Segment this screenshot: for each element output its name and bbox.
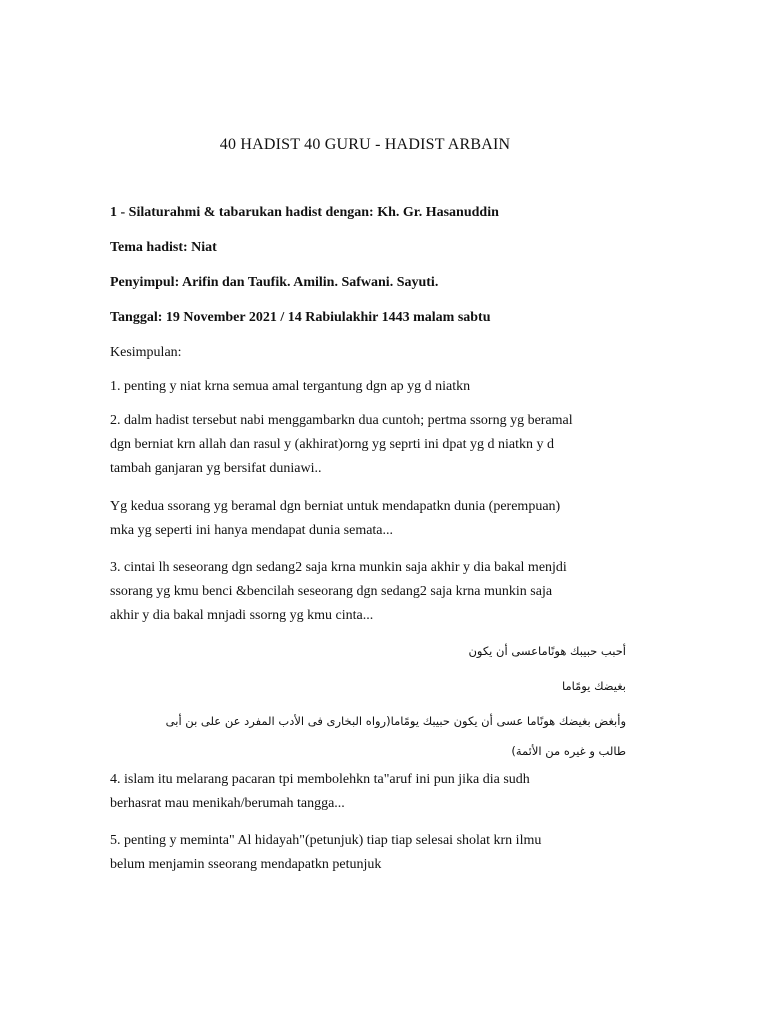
point-5-line: 5. penting y meminta" Al hidayah"(petunjuk) tiap tiap selesai sholat krn ilmu bbox=[110, 833, 542, 848]
point-2-line: tambah ganjaran yg bersifat duniawi.. bbox=[110, 461, 322, 476]
point-2-line: 2. dalm hadist tersebut nabi menggambarkn dua cuntoh; pertma ssorng yg beramal bbox=[110, 413, 573, 428]
point-4 bbox=[110, 768, 640, 816]
point-3-line: akhir y dia bakal mnjadi ssorng yg kmu cinta... bbox=[110, 608, 374, 623]
point-1: 1. penting y niat krna semua amal tergantung dgn ap yg d niatkn bbox=[110, 379, 471, 394]
penyimpul-line: Penyimpul: Arifin dan Taufik. Amilin. Safwani. Sayuti. bbox=[110, 275, 439, 290]
point-2b-line: Yg kedua ssorang yg beramal dgn berniat untuk mendapatkn dunia (perempuan) bbox=[110, 499, 561, 514]
point-2 bbox=[110, 409, 640, 481]
arabic-quote-1: أحبب حبيبك هونًاماعسى أن يكون bbox=[468, 644, 626, 658]
point-5 bbox=[110, 829, 640, 877]
arabic-quote-3-line: وأبغض بغيضك هونًاما عسى أن يكون حبيبك يومًاما(رواه البخارى فى الأدب المفرد عن على بن أبى bbox=[165, 714, 626, 728]
document-title: 40 HADIST 40 GURU - HADIST ARBAIN bbox=[219, 136, 511, 153]
point-4-line: 4. islam itu melarang pacaran tpi membolehkn ta"aruf ini pun jika dia sudh bbox=[110, 772, 530, 787]
silaturahmi-line: 1 - Silaturahmi & tabarukan hadist dengan: Kh. Gr. Hasanuddin bbox=[110, 205, 499, 220]
point-2b bbox=[110, 495, 640, 543]
kesimpulan-label: Kesimpulan: bbox=[110, 345, 182, 360]
arabic-quote-2: بغيضك يومًاما bbox=[561, 679, 626, 693]
point-5-line: belum menjamin sseorang mendapatkn petunjuk bbox=[110, 857, 382, 872]
arabic-quote-3 bbox=[86, 706, 626, 766]
point-3-line: ssorang yg kmu benci &bencilah seseorang dgn sedang2 saja krna munkin saja bbox=[110, 584, 553, 599]
arabic-quote-3-line: طالب و غيره من الأئمة) bbox=[511, 744, 626, 758]
point-2-line: dgn berniat krn allah dan rasul y (akhirat)orng yg seprti ini dpat yg d niatkn y d bbox=[110, 437, 555, 452]
point-3 bbox=[110, 556, 640, 628]
point-4-line: berhasrat mau menikah/berumah tangga... bbox=[110, 796, 345, 811]
tema-line: Tema hadist: Niat bbox=[110, 240, 217, 255]
point-2b-line: mka yg seperti ini hanya mendapat dunia semata... bbox=[110, 523, 394, 538]
point-3-line: 3. cintai lh seseorang dgn sedang2 saja krna munkin saja akhir y dia bakal menjdi bbox=[110, 560, 567, 575]
tanggal-line: Tanggal: 19 November 2021 / 14 Rabiulakhir 1443 malam sabtu bbox=[110, 310, 491, 325]
